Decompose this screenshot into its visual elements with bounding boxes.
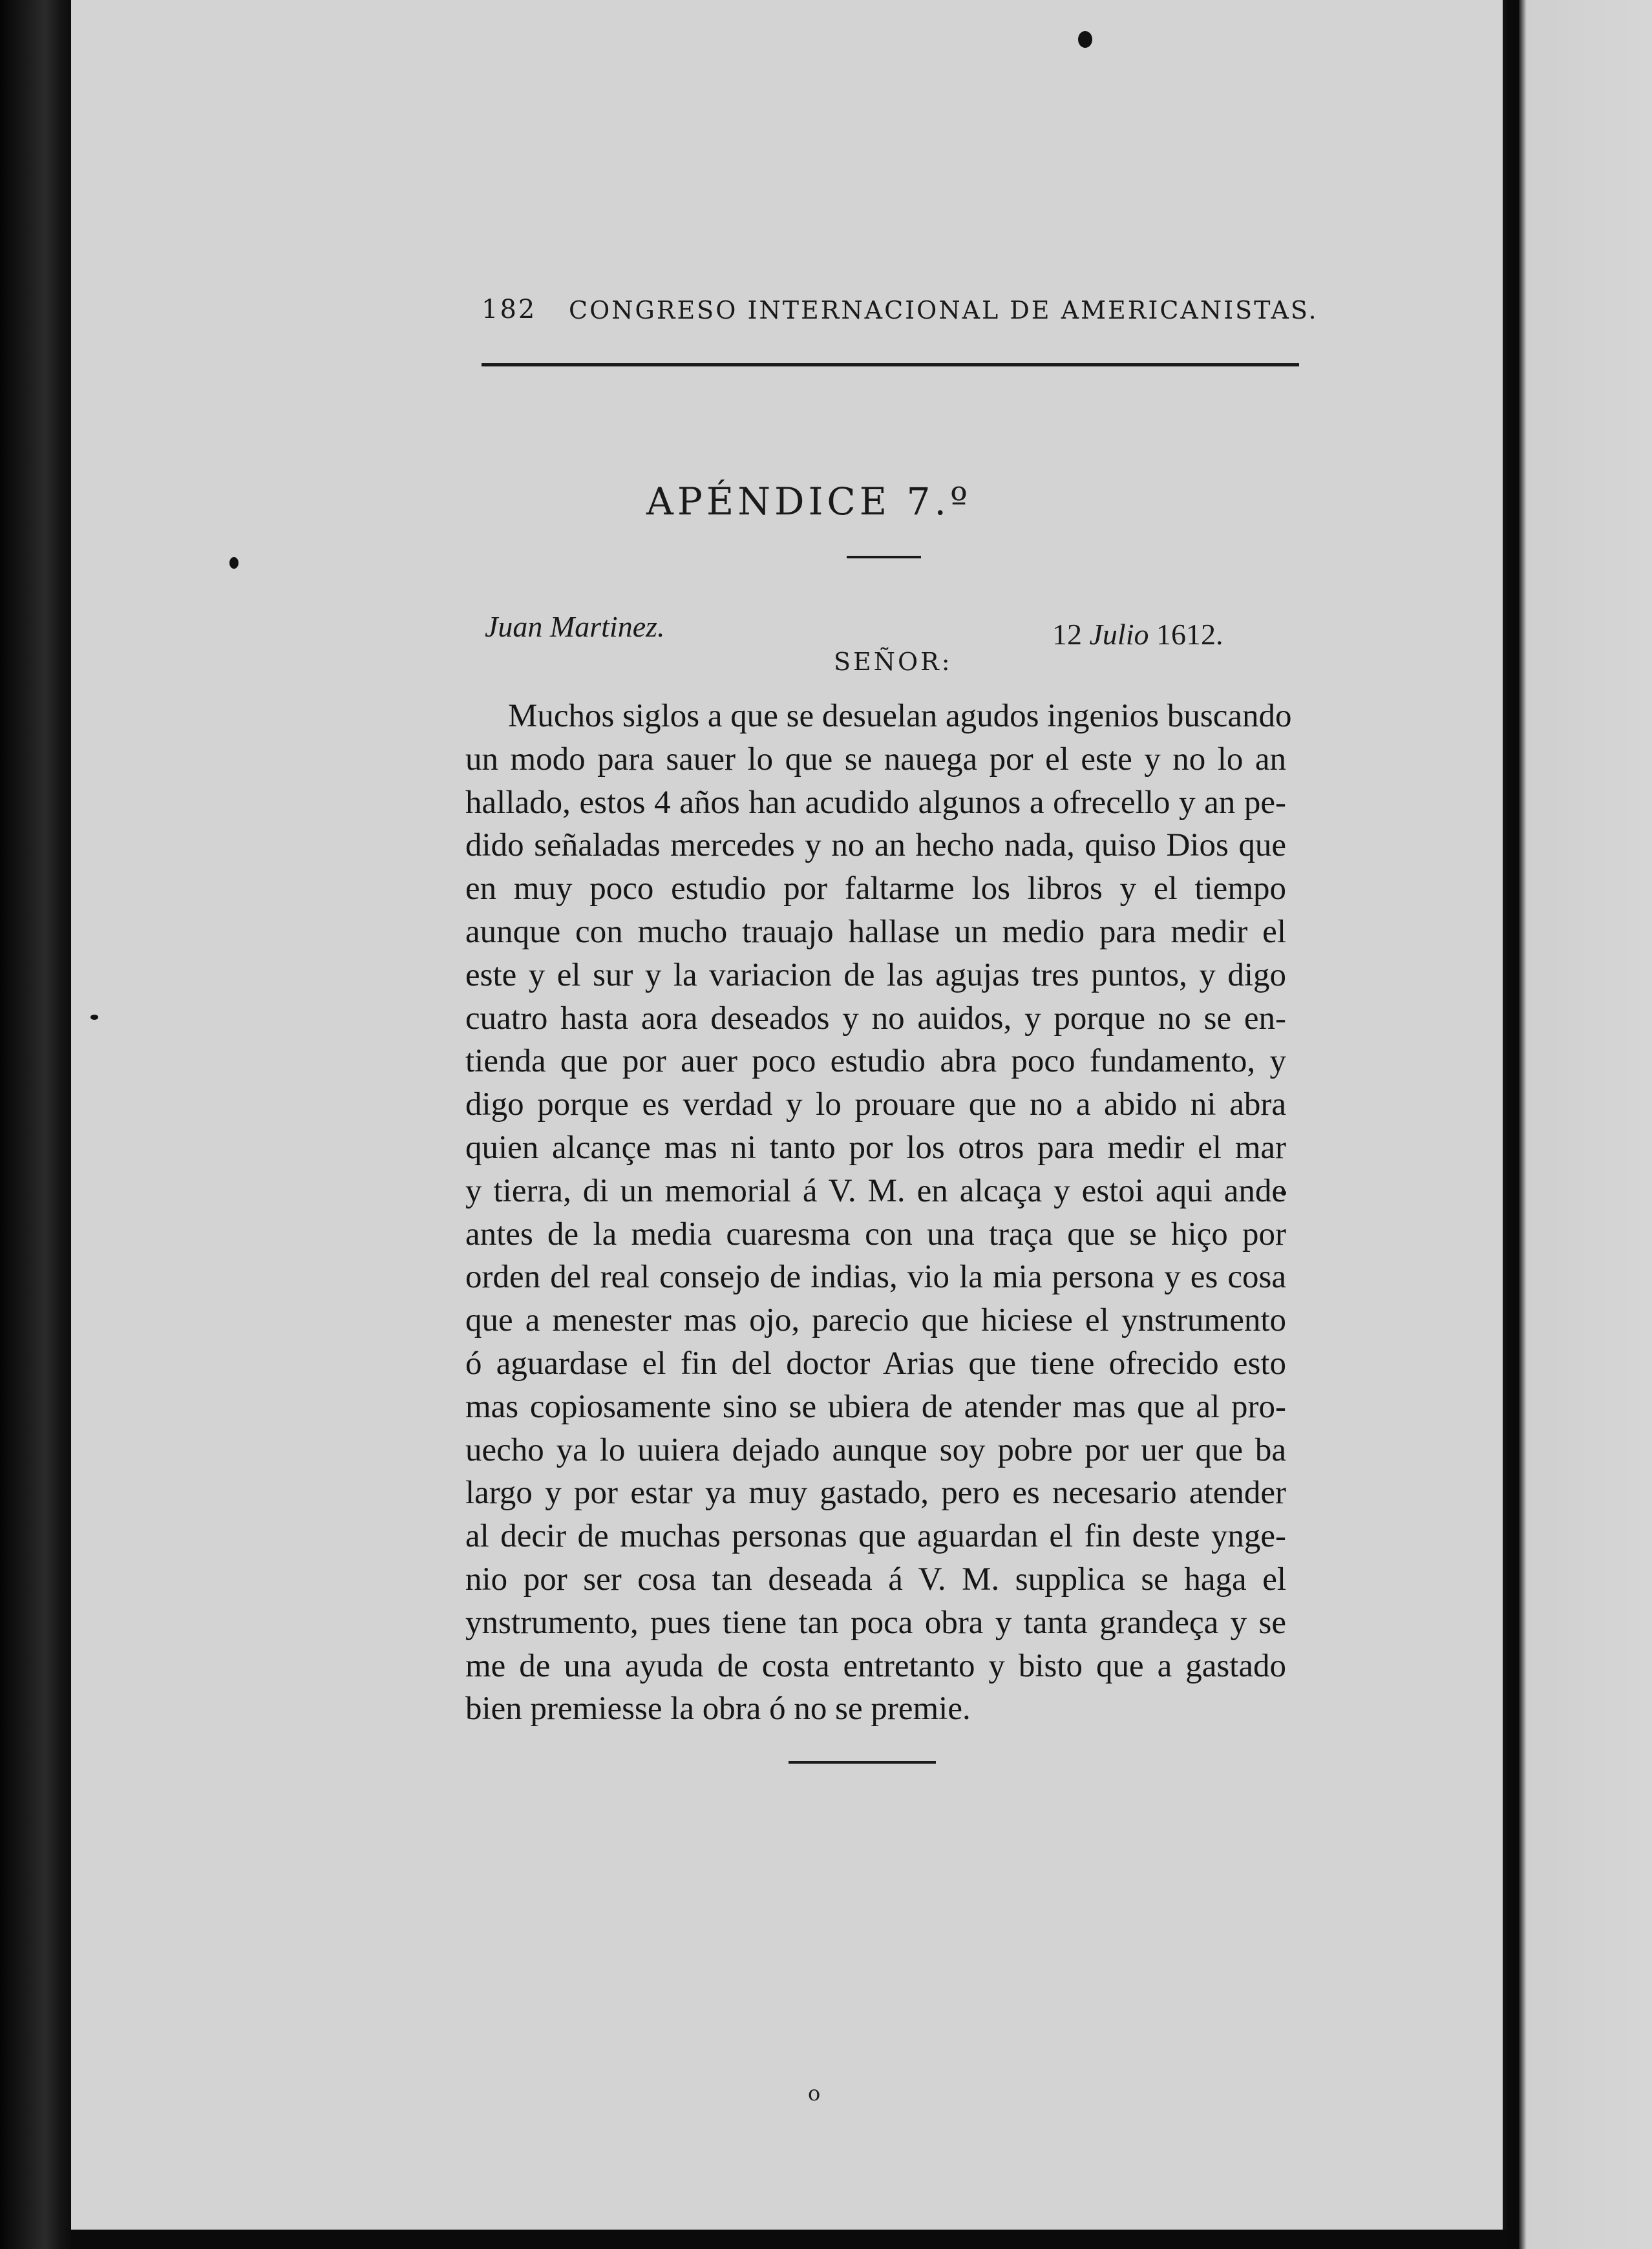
body-line: quien alcançe mas ni tanto por los otros para medir el mar [465,1129,1286,1166]
running-head-title: CONGRESO INTERNACIONAL DE AMERICANISTAS. [569,296,1318,324]
title-rule [847,556,921,558]
body-line: y tierra, di un memorial á V. M. en alcaça y estoi aqui ande [465,1172,1286,1209]
body-line: nio por ser cosa tan deseada á V. M. supplica se haga el [465,1561,1286,1598]
letter-salutation: SEÑOR: [834,648,953,676]
body-line: un modo para sauer lo que se nauega por el este y no lo an [465,741,1286,777]
page-number: 182 [482,295,537,324]
body-line: tienda que por auer poco estudio abra poco fundamento, y [465,1043,1286,1080]
body-line: digo porque es verdad y lo prouare que no a abido ni abra [465,1086,1286,1123]
book-binding-edge [0,0,71,2249]
date-day: 12 [1052,618,1082,651]
body-line: me de una ayuda de costa entretanto y bisto que a gastado [465,1647,1286,1684]
body-line: en muy poco estudio por faltarme los libros y el tiempo [465,871,1286,907]
bottom-mark: o [808,2081,821,2106]
body-line: que a menester mas ojo, parecio que hiciese el ynstrumento [465,1302,1286,1339]
ink-speck [1078,31,1092,48]
ink-speck [229,557,238,569]
letter-date [1052,617,1223,651]
body-line: uecho ya lo uuiera dejado aunque soy pobre por uer que ba [465,1431,1286,1468]
date-month: Julio [1089,618,1149,651]
running-head [482,290,1318,328]
ink-speck [90,1015,98,1020]
body-line: orden del real consejo de indias, vio la mia persona y es cosa [465,1259,1286,1296]
body-line: al decir de muchas personas que aguardan el fin deste ynge- [465,1518,1286,1555]
body-line: hallado, estos 4 años han acudido algunos a ofrecello y an pe- [465,784,1286,821]
body-line: antes de la media cuaresma con una traça que se hiço por [465,1216,1286,1252]
body-line: ynstrumento, pues tiene tan poca obra y tanta grandeça y se [465,1604,1286,1641]
body-line: aunque con mucho trauajo hallase un medio para medir el [465,913,1286,950]
body-line: cuatro hasta aora deseados y no auidos, y porque no se en- [465,1000,1286,1037]
body-line: ó aguardase el fin del doctor Arias que tiene ofrecido esto [465,1345,1286,1382]
next-page-edge [1519,0,1652,2249]
body-line: este y el sur y la variacion de las agujas tres puntos, y digo [465,956,1286,993]
body-line: dido señaladas mercedes y no an hecho nada, quiso Dios que [465,827,1286,864]
body-line: Muchos siglos a que se desuelan agudos ingenios buscando [508,698,1292,734]
date-year: 1612. [1156,618,1223,651]
header-rule [482,363,1299,366]
body-line: bien premiesse la obra ó no se premie. [465,1691,971,1727]
letter-body [465,695,1292,1731]
letter-author: Juan Martinez. [485,610,665,643]
body-line: largo y por estar ya muy gastado, pero es necesario atender [465,1475,1286,1512]
body-line: mas copiosamente sino se ubiera de atender mas que al pro- [465,1388,1286,1425]
end-rule [789,1761,936,1764]
appendix-title: APÉNDICE 7.º [646,480,972,523]
